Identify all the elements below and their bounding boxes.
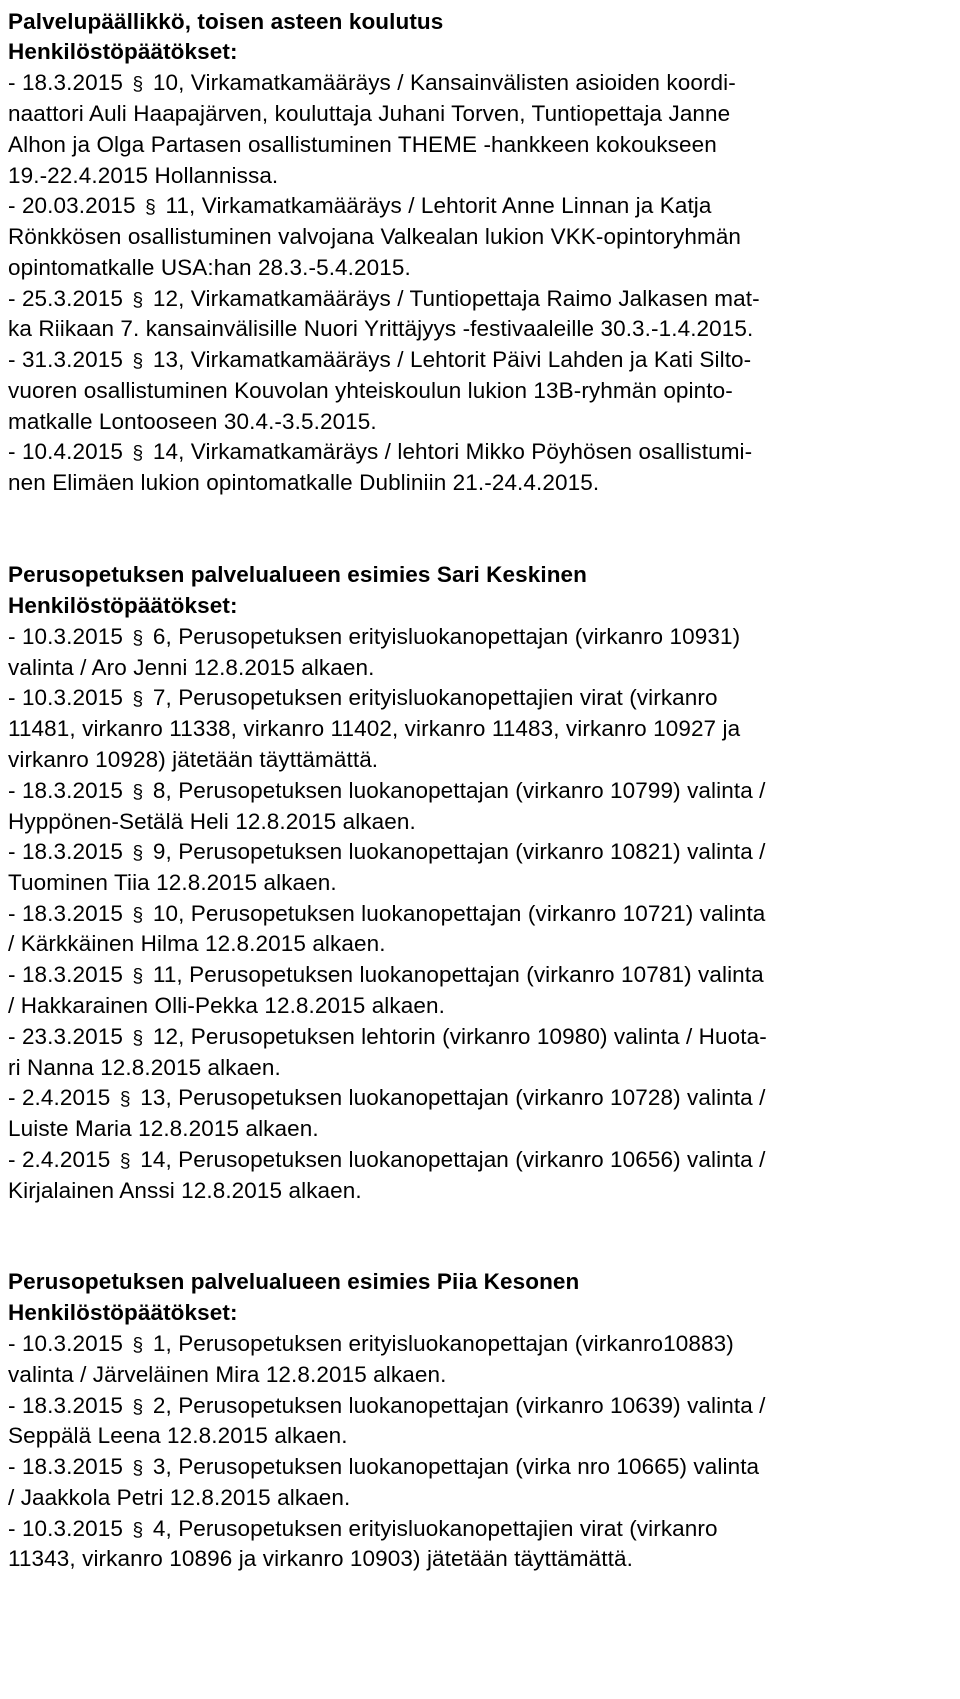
- section-subheading: Henkilöstöpäätökset:: [8, 593, 238, 618]
- decision-text: 11, Virkamatkamääräys / Lehtorit Anne Linnan ja Katja: [165, 193, 712, 218]
- decision-date: - 18.3.2015: [8, 778, 123, 803]
- decision-line: [8, 195, 712, 218]
- continuation-line: matkalle Lontooseen 30.4.-3.5.2015.: [8, 409, 377, 434]
- section-heading: Perusopetuksen palvelualueen esimies Piia Kesonen: [8, 1269, 580, 1294]
- decision-text: 11, Perusopetuksen luokanopettajan (virkanro 10781) valinta: [152, 962, 764, 987]
- decision-text: 14, Perusopetuksen luokanopettajan (virkanro 10656) valinta /: [140, 1147, 766, 1172]
- continuation-line: / Kärkkäinen Hilma 12.8.2015 alkaen.: [8, 931, 386, 956]
- continuation-line: valinta / Aro Jenni 12.8.2015 alkaen.: [8, 655, 375, 680]
- decision-text: 2, Perusopetuksen luokanopettajan (virkanro 10639) valinta /: [152, 1393, 766, 1418]
- decision-line: [8, 1087, 766, 1110]
- decision-line: [8, 1149, 766, 1172]
- continuation-line: Rönkkösen osallistuminen valvojana Valkealan lukion VKK-opintoryhmän: [8, 224, 742, 249]
- decision-line: [8, 1456, 759, 1479]
- decision-date: - 2.4.2015: [8, 1147, 111, 1172]
- section-mark-icon: §: [132, 843, 144, 864]
- decision-line: [8, 1026, 767, 1049]
- continuation-line: 11481, virkanro 11338, virkanro 11402, virkanro 11483, virkanro 10927 ja: [8, 716, 741, 741]
- decision-text: 14, Virkamatkamäräys / lehtori Mikko Pöyhösen osallistumi-: [152, 439, 753, 464]
- decision-text: 9, Perusopetuksen luokanopettajan (virkanro 10821) valinta /: [152, 839, 766, 864]
- section-mark-icon: §: [132, 782, 144, 803]
- decision-line: [8, 626, 740, 649]
- decision-date: - 2.4.2015: [8, 1085, 111, 1110]
- decision-line: [8, 1395, 766, 1418]
- section-mark-icon: §: [132, 628, 144, 649]
- section-mark-icon: §: [132, 1335, 144, 1356]
- continuation-line: opintomatkalle USA:han 28.3.-5.4.2015.: [8, 255, 411, 280]
- decision-line: [8, 441, 752, 464]
- decision-text: 10, Perusopetuksen luokanopettajan (virkanro 10721) valinta: [152, 901, 766, 926]
- decision-date: - 31.3.2015: [8, 347, 123, 372]
- continuation-line: Hyppönen-Setälä Heli 12.8.2015 alkaen.: [8, 809, 416, 834]
- continuation-line: Seppälä Leena 12.8.2015 alkaen.: [8, 1423, 348, 1448]
- continuation-line: Alhon ja Olga Partasen osallistuminen THEME -hankkeen kokoukseen: [8, 132, 717, 157]
- decision-line: [8, 288, 760, 311]
- continuation-line: Tuominen Tiia 12.8.2015 alkaen.: [8, 870, 337, 895]
- continuation-line: / Jaakkola Petri 12.8.2015 alkaen.: [8, 1485, 351, 1510]
- decision-text: 13, Perusopetuksen luokanopettajan (virkanro 10728) valinta /: [140, 1085, 766, 1110]
- decision-date: - 10.3.2015: [8, 624, 123, 649]
- decision-text: 12, Perusopetuksen lehtorin (virkanro 10980) valinta / Huota-: [152, 1024, 767, 1049]
- decision-line: [8, 72, 736, 95]
- section-mark-icon: §: [132, 1397, 144, 1418]
- section-mark-icon: §: [132, 74, 144, 95]
- decision-line: [8, 1518, 718, 1541]
- decision-date: - 18.3.2015: [8, 962, 123, 987]
- decision-line: [8, 964, 764, 987]
- continuation-line: Luiste Maria 12.8.2015 alkaen.: [8, 1116, 319, 1141]
- continuation-line: 19.-22.4.2015 Hollannissa.: [8, 163, 279, 188]
- decision-text: 12, Virkamatkamääräys / Tuntiopettaja Raimo Jalkasen mat-: [152, 286, 760, 311]
- continuation-line: Kirjalainen Anssi 12.8.2015 alkaen.: [8, 1178, 362, 1203]
- section-mark-icon: §: [132, 290, 144, 311]
- decision-text: 6, Perusopetuksen erityisluokanopettajan (virkanro 10931): [152, 624, 741, 649]
- continuation-line: vuoren osallistuminen Kouvolan yhteiskoulun lukion 13B-ryhmän opinto-: [8, 378, 733, 403]
- decision-date: - 23.3.2015: [8, 1024, 123, 1049]
- section-heading: Perusopetuksen palvelualueen esimies Sari Keskinen: [8, 562, 588, 587]
- decision-text: 10, Virkamatkamääräys / Kansainvälisten asioiden koordi-: [152, 70, 736, 95]
- section-subheading: Henkilöstöpäätökset:: [8, 39, 238, 64]
- decision-line: [8, 780, 766, 803]
- decision-text: 4, Perusopetuksen erityisluokanopettajien virat (virkanro: [152, 1516, 718, 1541]
- decision-date: - 10.3.2015: [8, 1331, 123, 1356]
- section-mark-icon: §: [132, 966, 144, 987]
- decision-text: 13, Virkamatkamääräys / Lehtorit Päivi Lahden ja Kati Silto-: [152, 347, 752, 372]
- continuation-line: naattori Auli Haapajärven, kouluttaja Juhani Torven, Tuntiopettaja Janne: [8, 101, 731, 126]
- continuation-line: 11343, virkanro 10896 ja virkanro 10903) jätetään täyttämättä.: [8, 1546, 633, 1571]
- decision-date: - 10.3.2015: [8, 1516, 123, 1541]
- decision-line: [8, 349, 751, 372]
- continuation-line: virkanro 10928) jätetään täyttämättä.: [8, 747, 379, 772]
- decision-line: [8, 687, 718, 710]
- decision-text: 8, Perusopetuksen luokanopettajan (virkanro 10799) valinta /: [152, 778, 766, 803]
- section-mark-icon: §: [145, 197, 156, 218]
- section-mark-icon: §: [119, 1089, 131, 1110]
- continuation-line: ri Nanna 12.8.2015 alkaen.: [8, 1055, 281, 1080]
- decision-line: [8, 1333, 734, 1356]
- section-mark-icon: §: [132, 905, 144, 926]
- section-mark-icon: §: [132, 1458, 144, 1479]
- section-mark-icon: §: [132, 1520, 144, 1541]
- decision-date: - 10.3.2015: [8, 685, 123, 710]
- decision-date: - 18.3.2015: [8, 1393, 123, 1418]
- decision-text: 3, Perusopetuksen luokanopettajan (virka nro 10665) valinta: [152, 1454, 760, 1479]
- section-mark-icon: §: [132, 1028, 144, 1049]
- decision-date: - 18.3.2015: [8, 1454, 123, 1479]
- section-mark-icon: §: [132, 689, 144, 710]
- section-subheading: Henkilöstöpäätökset:: [8, 1300, 238, 1325]
- decision-date: - 10.4.2015: [8, 439, 123, 464]
- decision-date: - 18.3.2015: [8, 70, 123, 95]
- section-mark-icon: §: [132, 351, 144, 372]
- decision-text: 1, Perusopetuksen erityisluokanopettajan (virkanro10883): [152, 1331, 734, 1356]
- decision-line: [8, 841, 766, 864]
- section-heading: Palvelupäällikkö, toisen asteen koulutus: [8, 9, 444, 34]
- section-mark-icon: §: [132, 443, 144, 464]
- continuation-line: nen Elimäen lukion opintomatkalle Dubliniin 21.-24.4.2015.: [8, 470, 600, 495]
- decision-date: - 25.3.2015: [8, 286, 123, 311]
- decision-date: - 18.3.2015: [8, 901, 123, 926]
- decision-text: 7, Perusopetuksen erityisluokanopettajien virat (virkanro: [152, 685, 718, 710]
- continuation-line: ka Riikaan 7. kansainvälisille Nuori Yrittäjyys -festivaaleille 30.3.-1.4.2015.: [8, 316, 754, 341]
- section-mark-icon: §: [119, 1151, 131, 1172]
- decision-date: - 20.03.2015: [8, 193, 136, 218]
- continuation-line: / Hakkarainen Olli-Pekka 12.8.2015 alkaen.: [8, 993, 445, 1018]
- continuation-line: valinta / Järveläinen Mira 12.8.2015 alkaen.: [8, 1362, 447, 1387]
- decision-line: [8, 903, 765, 926]
- decision-date: - 18.3.2015: [8, 839, 123, 864]
